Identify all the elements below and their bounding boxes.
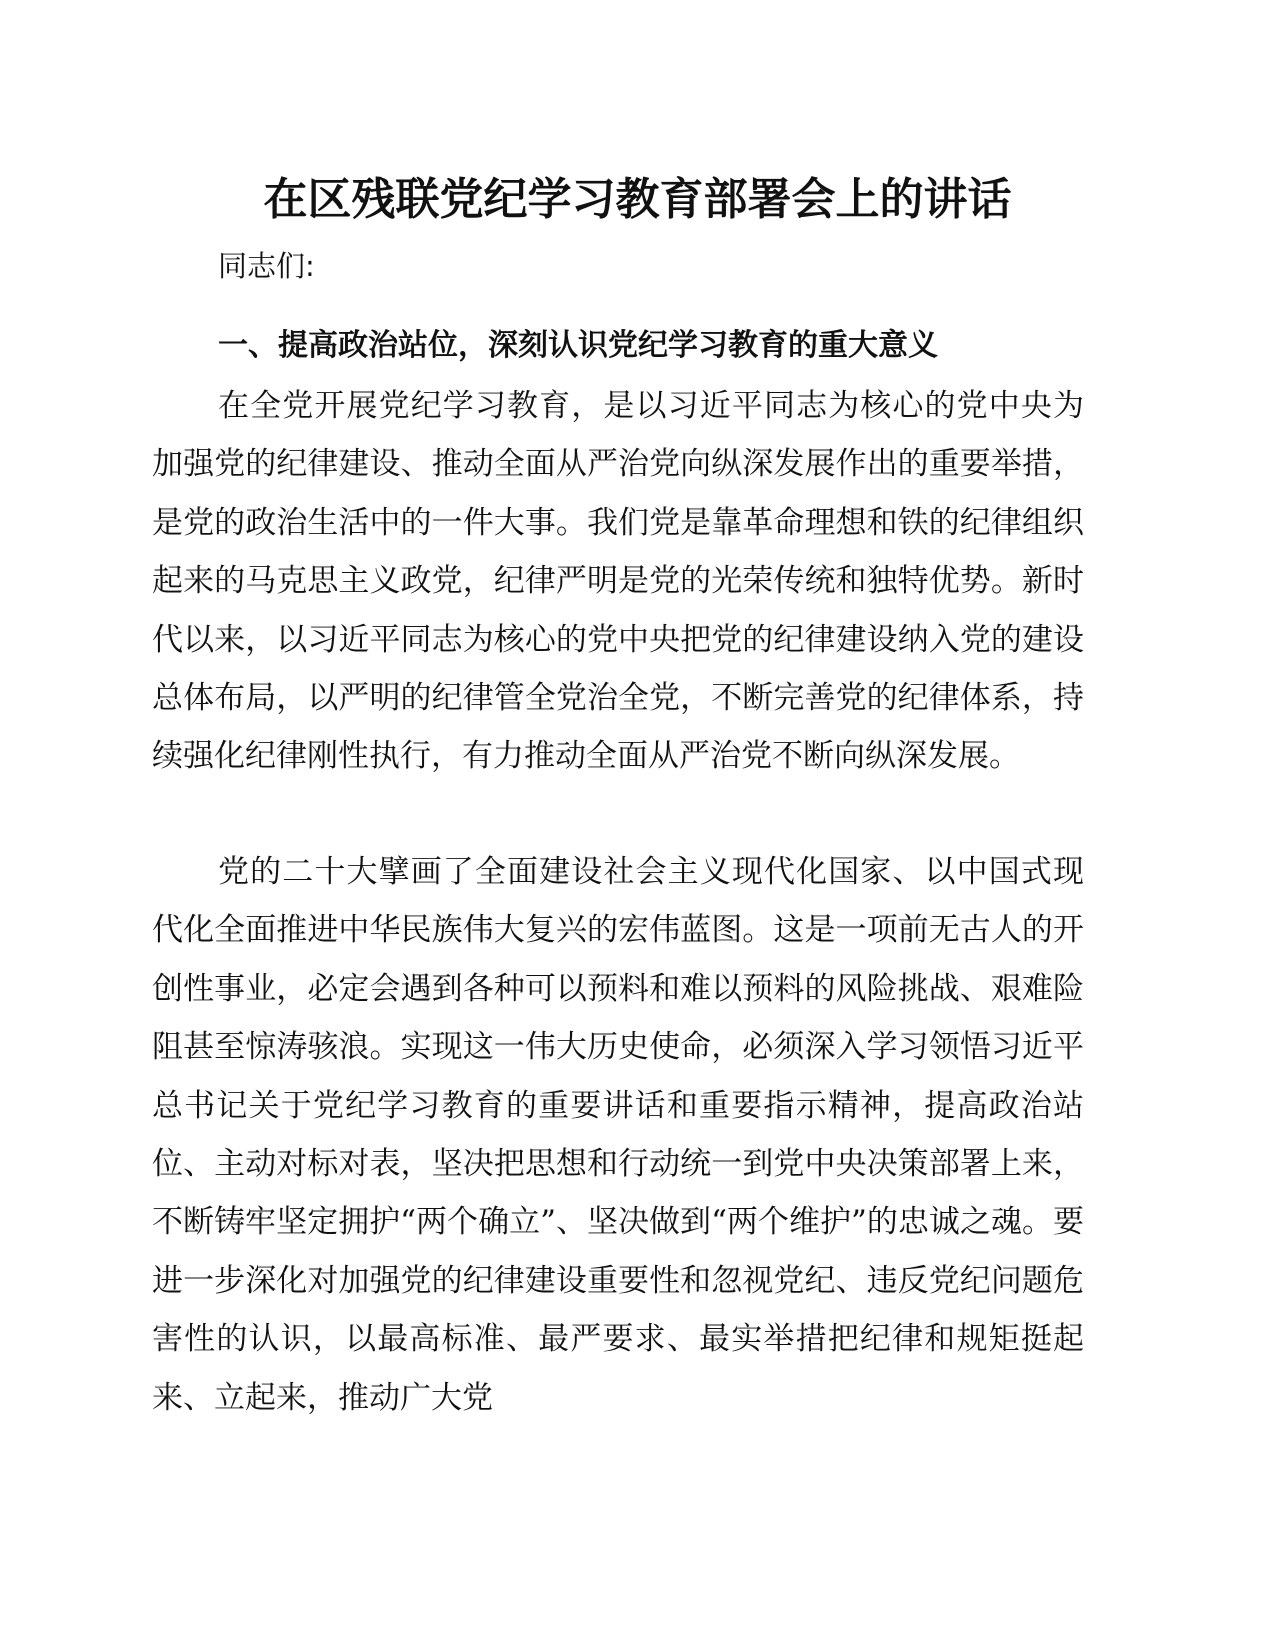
document-title: 在区残联党纪学习教育部署会上的讲话 <box>263 174 1012 225</box>
body-paragraph: 党的二十大擘画了全面建设社会主义现代化国家、以中国式现代化全面推进中华民族伟大复兴的宏伟蓝图。这是一项前无古人的开创性事业，必定会遇到各种可以预料和难以预料的风险挑战、艰难险阻甚至惊涛骇浪。实现这一伟大历史使命，必须深入学习领悟习近平总书记关于党纪学习教育的重要讲话和重要指示精神，提高政治站位、主动对标对表，坚决把思想和行动统一到党中央决策部署上来，不断铸牢坚定拥护“两个确立”、坚决做到“两个维护”的忠诚之魂。要进一步深化对加强党的纪律建设重要性和忽视党纪、违反党纪问题危害性的认识，以最高标准、最严要求、最实举措把纪律和规矩挺起来、立起来，推动广大党 <box>152 854 1084 1416</box>
body-paragraph: 在全党开展党纪学习教育，是以习近平同志为核心的党中央为加强党的纪律建设、推动全面从严治党向纵深发展作出的重要举措，是党的政治生活中的一件大事。我们党是靠革命理想和铁的纪律组织起来的马克思主义政党，纪律严明是党的光荣传统和独特优势。新时代以来，以习近平同志为核心的党中央把党的纪律建设纳入党的建设总体布局，以严明的纪律管全党治全党，不断完善党的纪律体系，持续强化纪律刚性执行，有力推动全面从严治党不断向纵深发展。 <box>152 388 1084 775</box>
salutation: 同志们: <box>218 249 315 283</box>
section-heading: 一、提高政治站位，深刻认识党纪学习教育的重大意义 <box>218 328 938 363</box>
